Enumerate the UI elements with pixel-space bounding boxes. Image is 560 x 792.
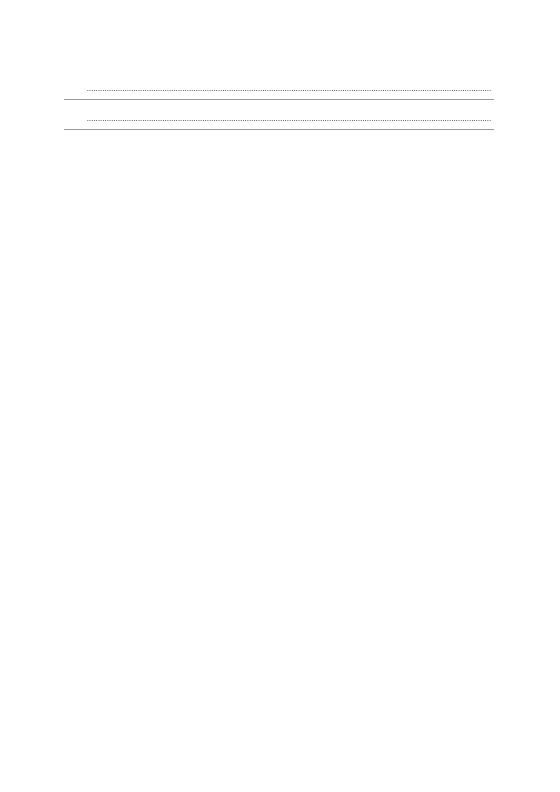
dot-leader <box>87 80 491 98</box>
chapter-divider <box>64 129 494 130</box>
chapter-heading-vii[interactable] <box>64 110 494 128</box>
dot-leader <box>87 110 491 128</box>
table-of-contents <box>64 66 494 132</box>
chapter-heading-vi[interactable] <box>64 80 494 98</box>
chapter-divider <box>64 99 494 100</box>
